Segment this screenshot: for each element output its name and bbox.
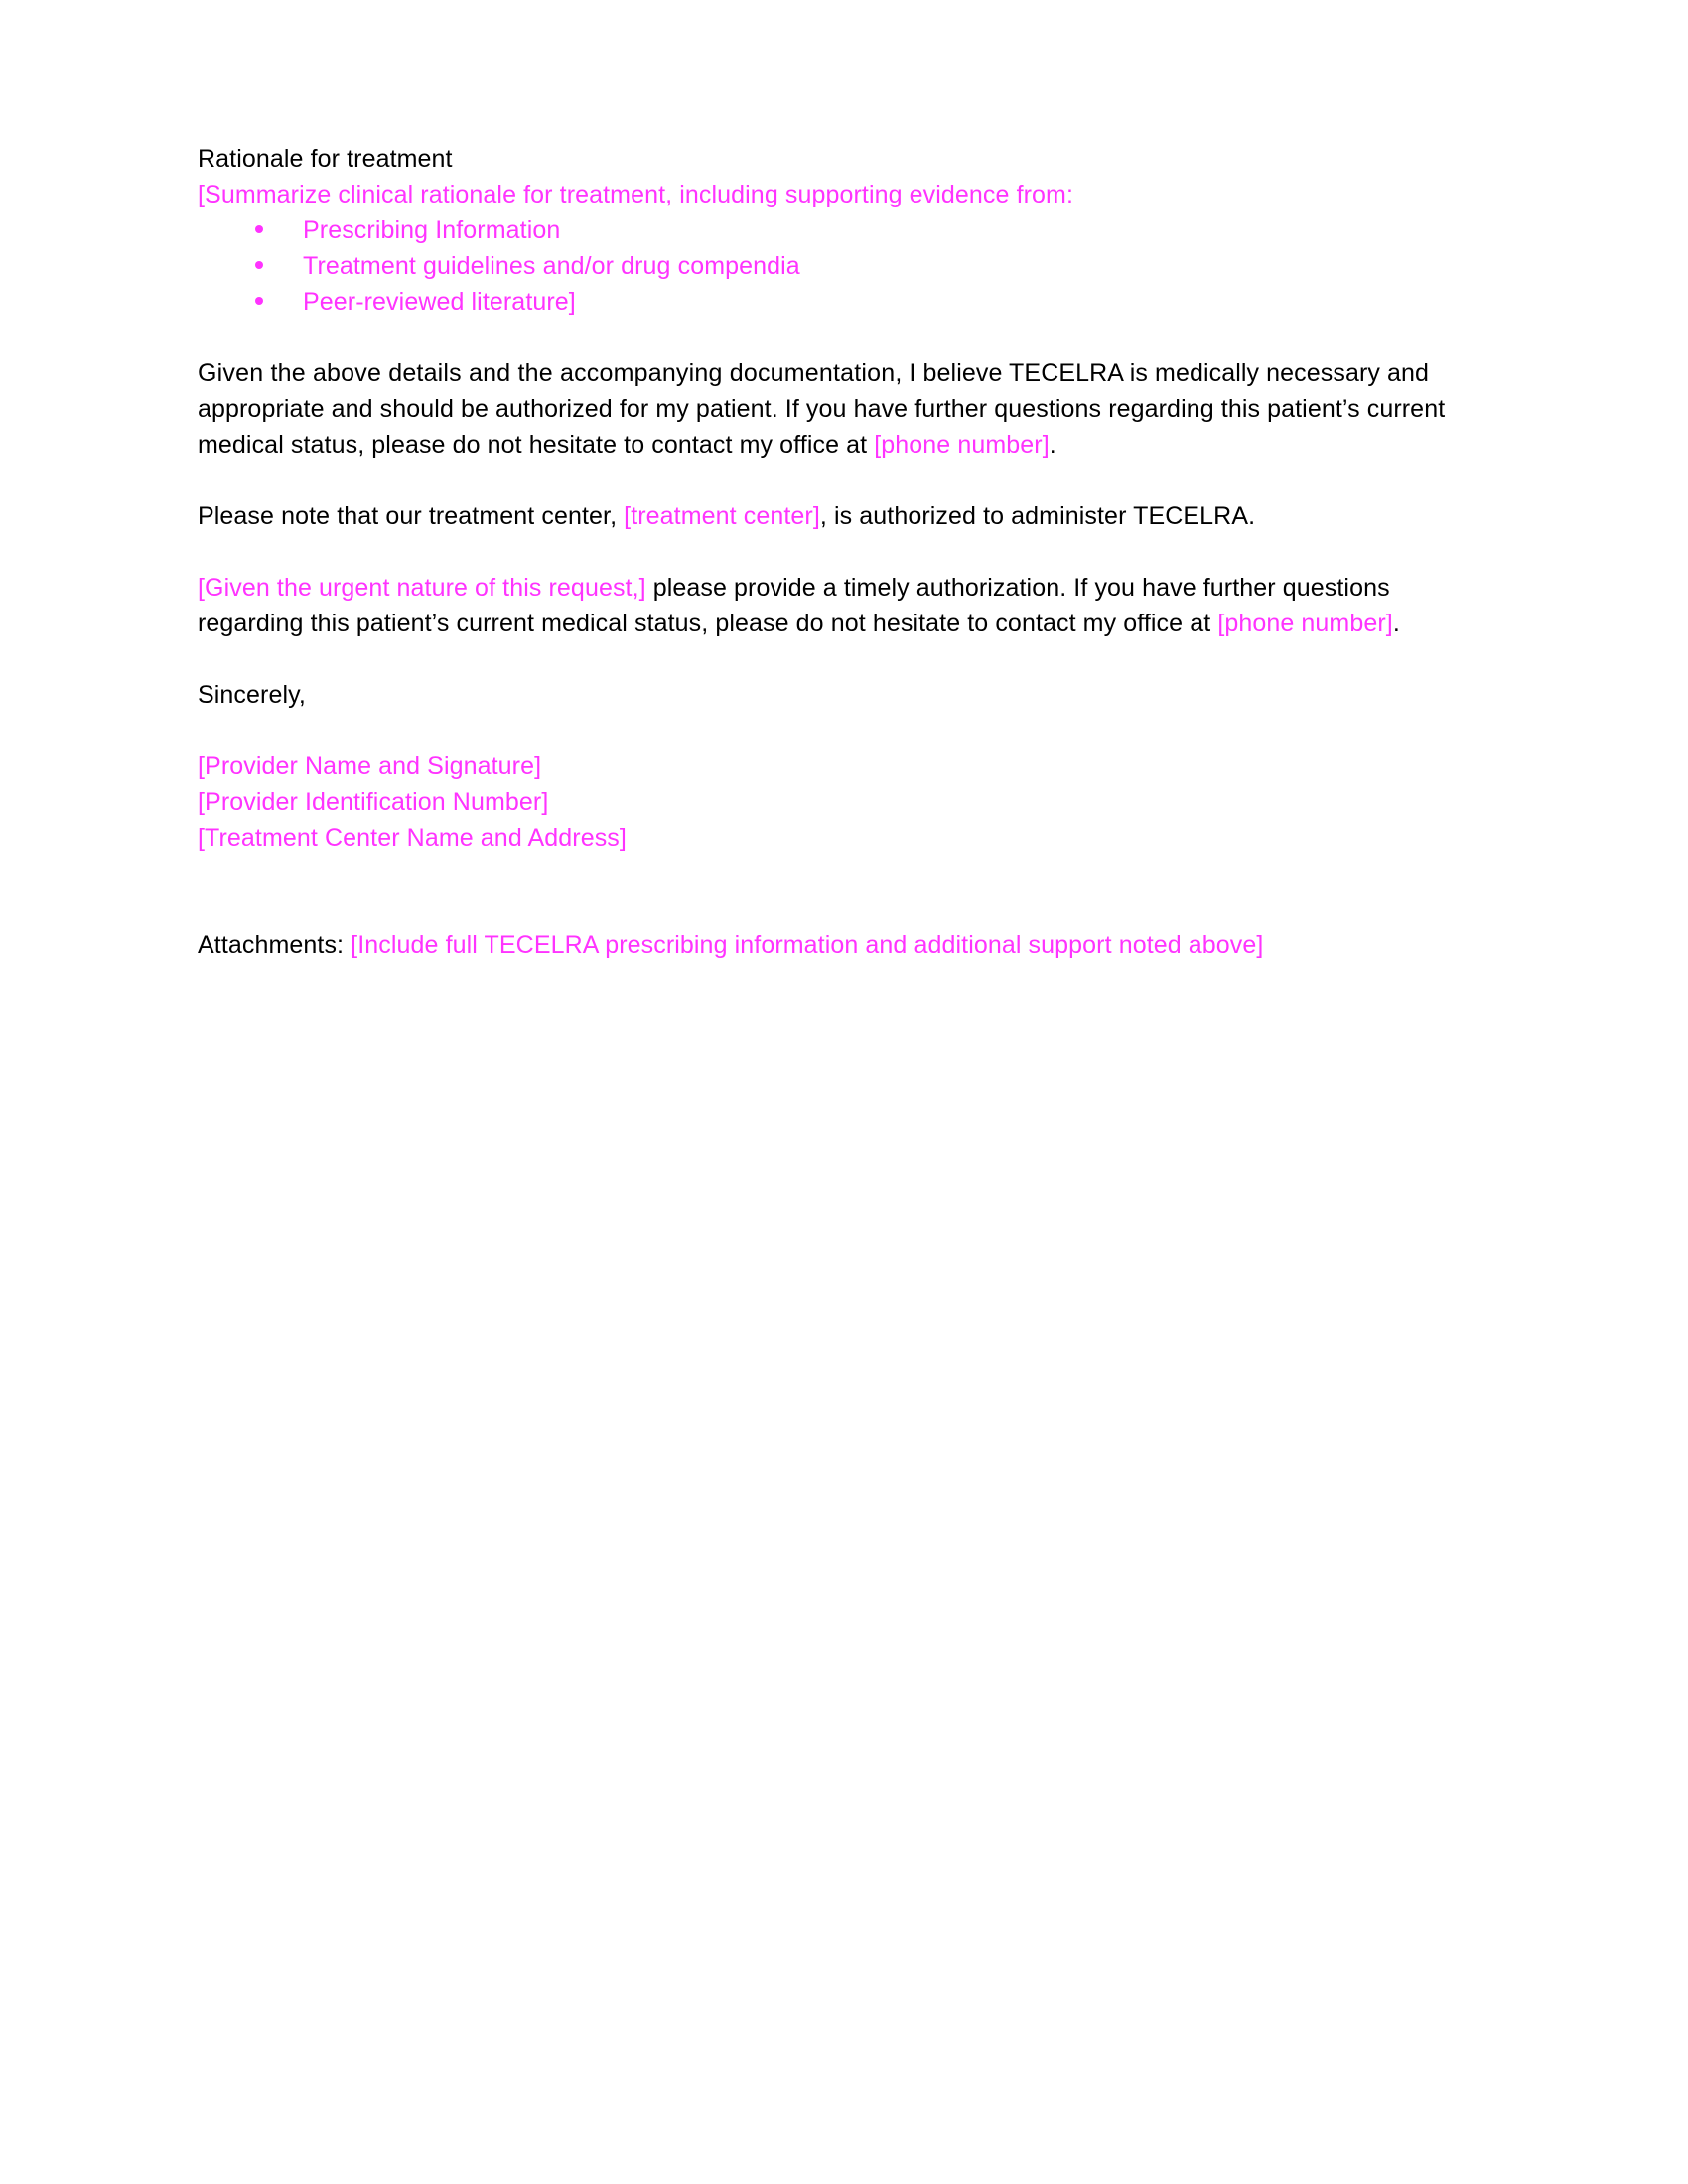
phone-number-placeholder: [phone number] [1217,610,1393,637]
spacer [198,641,1488,677]
urgent-placeholder: [Given the urgent nature of this request,] [198,574,646,602]
necessity-paragraph [198,355,1488,463]
evidence-item-guidelines: Treatment guidelines and/or drug compendia [303,252,800,280]
letter-body [198,141,1488,963]
urgent-text: please provide a timely authorization. If you have further questions regarding this patient’s current medical status, please do not hesitate to contact my office at [198,574,1390,637]
phone-number-placeholder: [phone number] [874,431,1050,459]
spacer [198,534,1488,570]
necessity-lead: Given the above details and the accompanying documentation [198,359,896,387]
treatment-center-text-start: Please note that our treatment center, [198,502,625,530]
urgent-period: . [1392,610,1400,637]
list-item [303,284,1488,320]
bullet-icon [255,297,263,305]
closing: Sincerely, [198,681,306,709]
bullet-icon [255,225,263,233]
necessity-text: , I believe TECELRA is medically necessary and appropriate and should be authorized for my patient. If you have further questions regarding this patient’s current medical status, please do not hesitate to contact my office at [198,359,1446,459]
treatment-center-placeholder: [treatment center] [624,502,820,530]
urgent-paragraph [198,570,1488,641]
spacer [198,320,1488,355]
spacer [198,463,1488,498]
rationale-heading: Rationale for treatment [198,145,453,173]
attachments-label: Attachments: [198,931,352,959]
rationale-placeholder: [Summarize clinical rationale for treatment, including supporting evidence from: [198,181,1074,208]
attachments-placeholder: [Include full TECELRA prescribing information and additional support noted above] [351,931,1264,959]
evidence-list [198,212,1488,320]
treatment-center-text-end: , is authorized to administer TECELRA. [819,502,1256,530]
treatment-center-paragraph [198,498,1488,534]
list-item [303,212,1488,248]
provider-name-placeholder: [Provider Name and Signature] [198,752,542,780]
evidence-item-literature: Peer-reviewed literature] [303,288,576,316]
spacer [198,856,1488,927]
list-item [303,248,1488,284]
necessity-period: . [1049,431,1056,459]
evidence-item-prescribing-info: Prescribing Information [303,216,561,244]
attachments-line [198,927,1488,963]
treatment-center-address-placeholder: [Treatment Center Name and Address] [198,824,627,852]
spacer [198,713,1488,749]
bullet-icon [255,261,263,269]
provider-id-placeholder: [Provider Identification Number] [198,788,549,816]
